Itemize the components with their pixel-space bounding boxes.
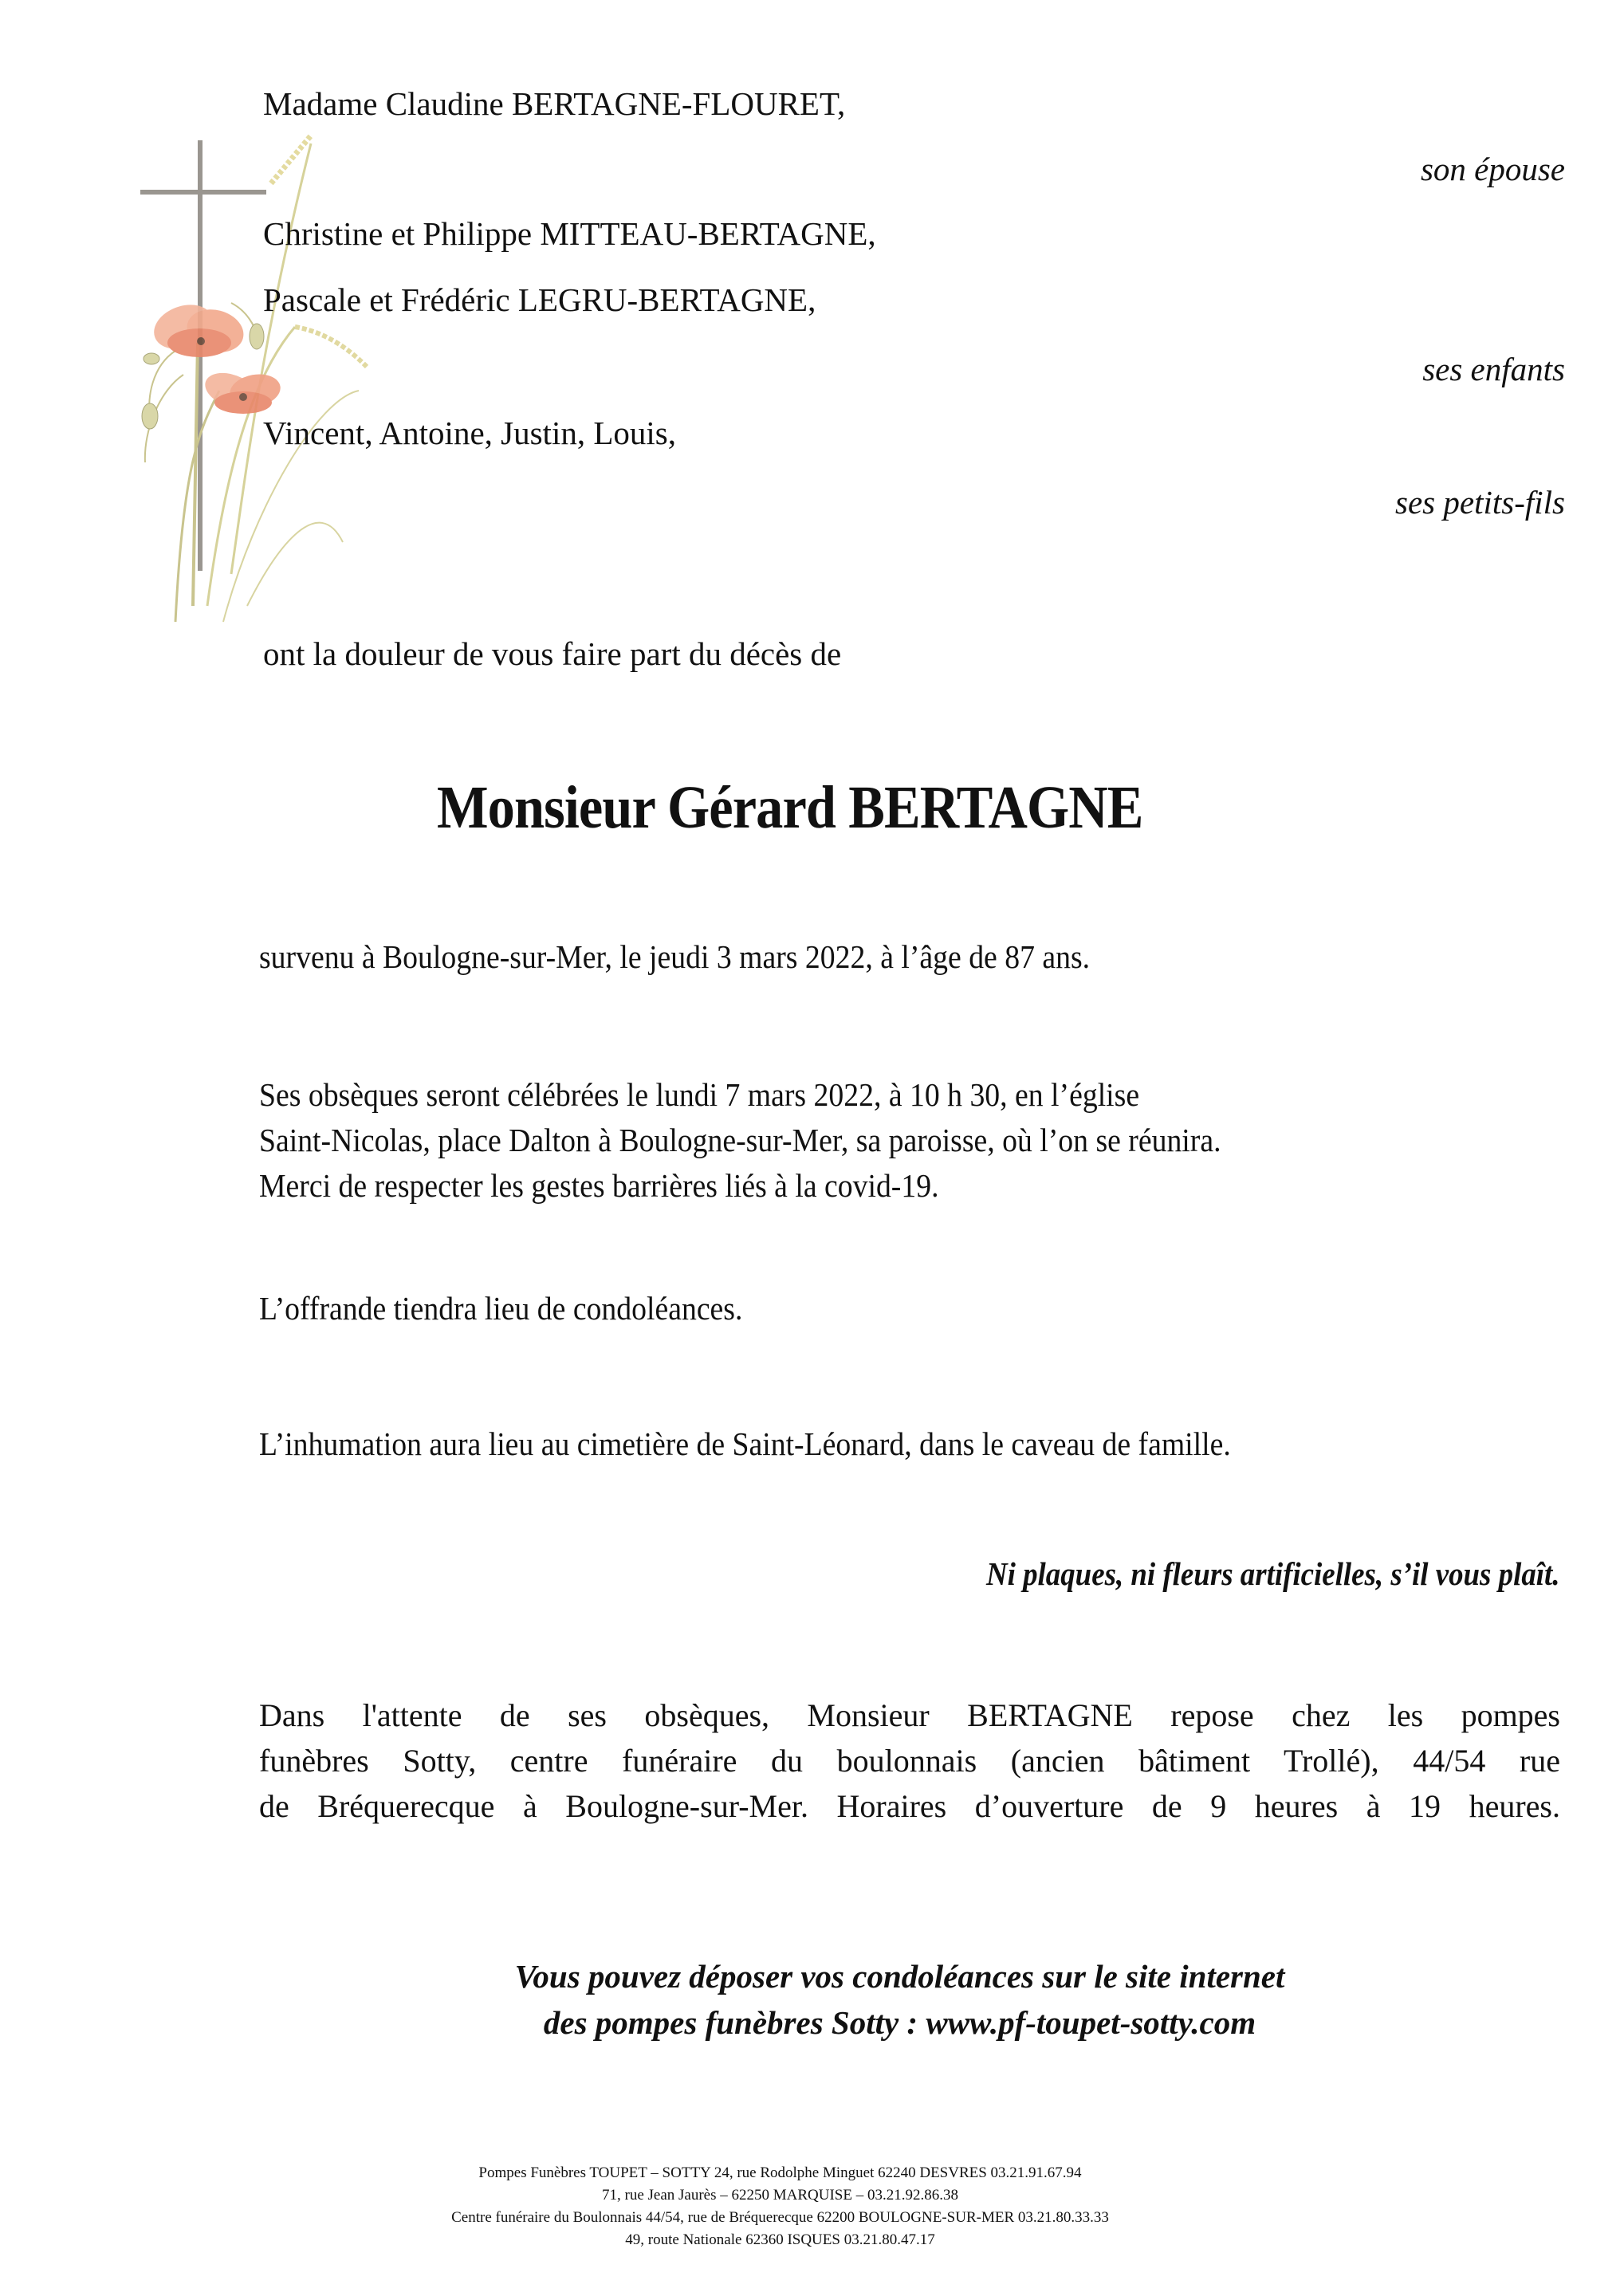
announcement-text: ont la douleur de vous faire part du décès de xyxy=(263,635,842,672)
funeral-line: Saint-Nicolas, place Dalton à Boulogne-sur-Mer, sa paroisse, où l’on se réunira. xyxy=(259,1122,1221,1158)
burial-text: L’inhumation aura lieu au cimetière de Saint-Léonard, dans le caveau de famille. xyxy=(259,1425,1231,1462)
child-couple-2: Pascale et Frédéric LEGRU-BERTAGNE, xyxy=(263,281,816,318)
footer-line: Pompes Funèbres TOUPET – SOTTY 24, rue Rodolphe Minguet 62240 DESVRES 03.21.91.67.94 xyxy=(478,2164,1082,2181)
spouse-name: Madame Claudine BERTAGNE-FLOURET, xyxy=(263,85,846,122)
funeral-line: Merci de respecter les gestes barrières liés à la covid-19. xyxy=(259,1167,939,1204)
footer-line: 49, route Nationale 62360 ISQUES 03.21.80.47.17 xyxy=(625,2231,935,2248)
child-couple-1: Christine et Philippe MITTEAU-BERTAGNE, xyxy=(263,215,876,252)
repose-paragraph xyxy=(259,1693,1560,1829)
website-link[interactable]: www.pf-toupet-sotty.com xyxy=(926,2004,1256,2041)
funeral-home-footer xyxy=(0,2162,1592,2251)
grandchildren-relation: ses petits-fils xyxy=(1395,484,1565,521)
condolences-line-1: Vous pouvez déposer vos condoléances sur le site internet xyxy=(514,1958,1285,1995)
footer-line: 71, rue Jean Jaurès – 62250 MARQUISE – 03.21.92.86.38 xyxy=(602,2187,958,2204)
funeral-line: Ses obsèques seront célébrées le lundi 7 mars 2022, à 10 h 30, en l’église xyxy=(259,1076,1140,1113)
children-relation: ses enfants xyxy=(1422,351,1565,387)
spouse-relation: son épouse xyxy=(1420,151,1565,187)
cross-poppy-illustration-icon xyxy=(128,128,383,638)
offering-text: L’offrande tiendra lieu de condoléances. xyxy=(259,1290,743,1327)
deceased-name-heading: Monsieur Gérard BERTAGNE xyxy=(437,774,1143,841)
no-flowers-request: Ni plaques, ni fleurs artificielles, s’il vous plaît. xyxy=(986,1555,1560,1592)
death-info: survenu à Boulogne-sur-Mer, le jeudi 3 mars 2022, à l’âge de 87 ans. xyxy=(259,938,1091,975)
grandchildren-names: Vincent, Antoine, Justin, Louis, xyxy=(263,415,676,451)
repose-line: de Bréquerecque à Boulogne-sur-Mer. Horaires d’ouverture de 9 heures à 19 heures. xyxy=(259,1788,1560,1824)
funeral-paragraph xyxy=(259,1072,1455,1209)
repose-line: funèbres Sotty, centre funéraire du boulonnais (ancien bâtiment Trollé), 44/54 rue xyxy=(259,1743,1560,1779)
condolences-prefix: des pompes funèbres Sotty : xyxy=(543,2004,926,2041)
condolences-line-2 xyxy=(88,1999,1624,2046)
repose-line: Dans l'attente de ses obsèques, Monsieur BERTAGNE repose chez les pompes xyxy=(259,1697,1560,1733)
footer-line: Centre funéraire du Boulonnais 44/54, rue de Bréquerecque 62200 BOULOGNE-SUR-MER 03.21.80.33.33 xyxy=(451,2209,1109,2226)
condolences-block xyxy=(88,1953,1624,2046)
